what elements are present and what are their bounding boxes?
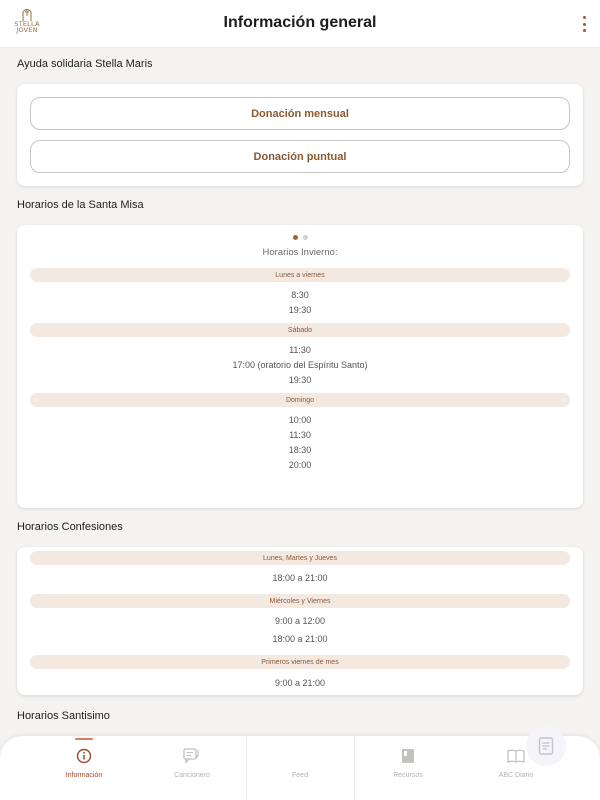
section-title-donations: Ayuda solidaria Stella Maris (17, 58, 153, 70)
mass-time: 8:30 (291, 290, 309, 300)
confession-time: 18:00 a 21:00 (272, 634, 328, 644)
day-pill: Sábado (30, 323, 570, 337)
mass-schedule-card[interactable] (17, 225, 583, 508)
carousel-title: Horarios Invierno: (262, 247, 338, 258)
confession-time: 18:00 a 21:00 (272, 573, 328, 583)
page-title: Información general (223, 14, 377, 31)
nav-item-informacion[interactable] (30, 736, 138, 800)
mass-time: 11:30 (289, 430, 311, 440)
day-pill: Miércoles y Viernes (30, 594, 570, 608)
bottom-navigation (0, 736, 600, 800)
mass-time: 11:30 (289, 345, 311, 355)
nav-item-abc-diario[interactable] (462, 736, 570, 800)
section-title-confessions: Horarios Confesiones (17, 521, 123, 533)
mass-time: 10:00 (288, 415, 312, 425)
mass-time: 20:00 (288, 460, 312, 470)
more-options-button[interactable] (578, 14, 590, 34)
mass-time: 17:00 (oratorio del Espíritu Santo) (232, 360, 368, 370)
one-time-donation-button[interactable]: Donación puntual (30, 140, 570, 173)
carousel-dot-1[interactable] (293, 235, 298, 240)
nav-item-recursos[interactable] (354, 736, 462, 800)
more-vert-icon (583, 16, 586, 19)
confessions-card (17, 547, 583, 695)
mass-time: 19:30 (288, 375, 312, 385)
monthly-donation-button[interactable]: Donación mensual (30, 97, 570, 130)
day-pill: Lunes, Martes y Jueves (30, 551, 570, 565)
nav-label: Feed (292, 772, 308, 779)
newspaper-icon (507, 747, 525, 765)
songbook-icon (183, 747, 201, 765)
confession-time: 9:00 a 12:00 (274, 616, 326, 626)
more-vert-icon-dot (583, 23, 586, 26)
resources-icon (401, 747, 415, 765)
day-pill: Primeros viernes de mes (30, 655, 570, 669)
active-indicator (75, 738, 93, 740)
nav-label: Recursos (393, 772, 423, 779)
nav-label: Información (65, 772, 103, 779)
section-title-santisimo: Horarios Santisimo (17, 710, 110, 722)
day-pill: Lunes a viernes (30, 268, 570, 282)
nav-item-cancionero[interactable] (138, 736, 246, 800)
carousel-dot-2[interactable] (303, 235, 308, 240)
info-icon (76, 747, 92, 765)
more-vert-icon-dot (583, 29, 586, 32)
nav-item-feed[interactable] (246, 736, 354, 800)
mass-time: 18:30 (288, 445, 312, 455)
logo-text-line1: STELLA (14, 20, 40, 28)
app-bar (0, 0, 600, 48)
logo-text-line2: JOVEN (16, 26, 38, 34)
nav-label: Cancionero (174, 772, 210, 779)
confession-time: 9:00 a 21:00 (274, 678, 326, 688)
donations-card (17, 84, 583, 186)
carousel-indicator[interactable] (17, 235, 583, 240)
section-title-mass: Horarios de la Santa Misa (17, 199, 144, 211)
day-pill: Domingo (30, 393, 570, 407)
mass-time: 19:30 (288, 305, 312, 315)
nav-label: ABC Diario (498, 772, 534, 779)
